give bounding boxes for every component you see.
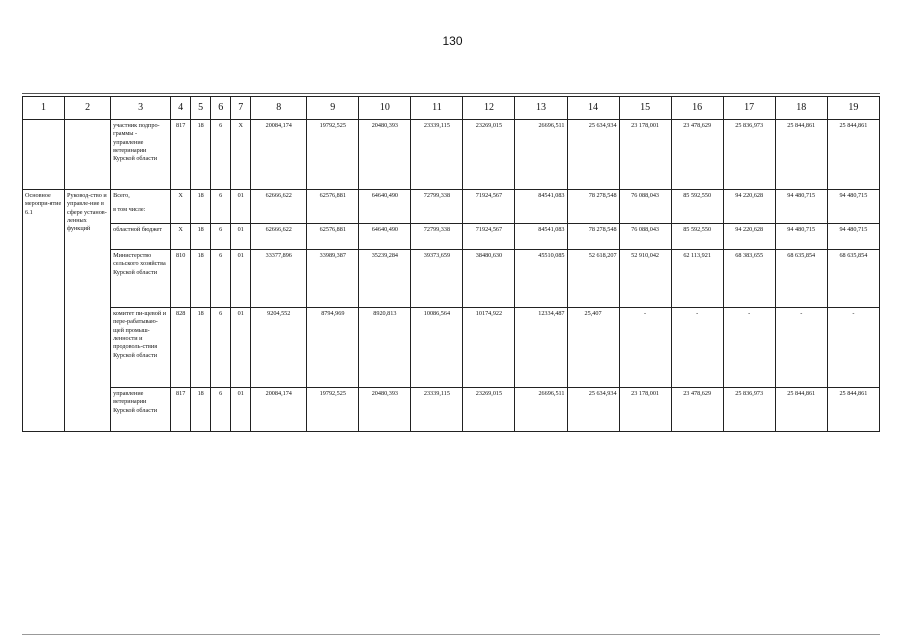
header-cell: 13 [515,97,567,120]
table-cell: 18 [191,190,211,224]
table-cell: 72799,338 [411,224,463,250]
header-cell: 1 [23,97,65,120]
participant-cell: участник подпро-граммы - управление ветеринарии Курской области [111,120,171,190]
header-cell: 11 [411,97,463,120]
table-cell: 01 [231,388,251,432]
bottom-rule [22,634,880,635]
table-cell: 85 592,550 [671,224,723,250]
row-label: комитет пи-щевой и пере-рабатываю-щей промыш-ленности и продоволь-ствия Курской области [111,308,171,388]
table-cell: 94 480,715 [775,224,827,250]
table-cell: Х [171,190,191,224]
table-cell: 25 844,861 [827,388,879,432]
table-cell: 817 [171,388,191,432]
table-row [23,190,880,224]
table-cell: 817 [171,120,191,190]
row-label: Всего, [113,192,130,199]
header-cell: 18 [775,97,827,120]
table-cell: 01 [231,190,251,224]
table-cell: Х [171,224,191,250]
table-cell: 23269,015 [463,120,515,190]
table-cell: 18 [191,388,211,432]
table-cell: 20084,174 [251,388,307,432]
table-cell: 62 113,921 [671,250,723,308]
table-cell: - [723,308,775,388]
table-row [23,120,880,190]
table-cell: 39373,659 [411,250,463,308]
row-sublabel: в том числе: [113,206,146,214]
table-cell: 8920,813 [359,308,411,388]
header-cell: 17 [723,97,775,120]
table-cell: 6 [211,120,231,190]
header-cell: 19 [827,97,879,120]
table-cell: 10174,922 [463,308,515,388]
table-cell: 85 592,550 [671,190,723,224]
table-cell: 6 [211,250,231,308]
table-cell: 01 [231,224,251,250]
header-cell: 12 [463,97,515,120]
measure-title-cell: Руковод-ство и управле-ние в сфере установ-ленных функций [65,190,111,432]
table-cell: 25 634,934 [567,388,619,432]
table-row [23,250,880,308]
table-cell: - [775,308,827,388]
table-cell: 01 [231,308,251,388]
table-row [23,308,880,388]
table-cell: 23 178,001 [619,120,671,190]
table-cell: 25 844,861 [775,388,827,432]
table-row [23,224,880,250]
table-cell: 12334,487 [515,308,567,388]
table-cell [65,120,111,190]
header-cell: 9 [307,97,359,120]
page-number: 130 [442,34,463,48]
table-cell: 33989,387 [307,250,359,308]
header-cell: 15 [619,97,671,120]
table-cell: 25 836,973 [723,388,775,432]
header-cell: 4 [171,97,191,120]
header-row [23,97,880,120]
table-cell: 25,407 [567,308,619,388]
table-cell: 18 [191,250,211,308]
table-cell: 26696,511 [515,388,567,432]
table-cell: 810 [171,250,191,308]
table-cell: 23 478,629 [671,388,723,432]
table-cell: 94 220,628 [723,190,775,224]
table-cell: - [619,308,671,388]
header-cell: 5 [191,97,211,120]
table-cell: 64640,490 [359,224,411,250]
table-cell: 18 [191,308,211,388]
table-cell: 52 910,042 [619,250,671,308]
table-cell: 84541,083 [515,190,567,224]
table-cell: 71924,567 [463,224,515,250]
table-cell: 71924,567 [463,190,515,224]
top-rule [22,93,880,94]
row-label-cell [111,190,171,224]
table-cell: 20480,393 [359,120,411,190]
table-cell: 94 220,628 [723,224,775,250]
table-cell: 10086,564 [411,308,463,388]
table-cell: - [827,308,879,388]
table-cell: 20480,393 [359,388,411,432]
table-cell: 6 [211,388,231,432]
table-cell: 19792,525 [307,120,359,190]
table-cell: 20084,174 [251,120,307,190]
table-cell: 6 [211,190,231,224]
table-cell: 62576,881 [307,224,359,250]
table-cell: 62666,622 [251,190,307,224]
table-row [23,388,880,432]
table-cell [23,120,65,190]
table-cell: 68 635,854 [827,250,879,308]
table-cell: 25 634,934 [567,120,619,190]
table-cell: 45510,085 [515,250,567,308]
table-cell: 6 [211,224,231,250]
table-cell: 25 836,973 [723,120,775,190]
header-cell: 2 [65,97,111,120]
table-cell: 01 [231,250,251,308]
table-cell: 62576,881 [307,190,359,224]
table-cell: 94 480,715 [827,190,879,224]
row-label: управление ветеринарии Курской области [111,388,171,432]
table-cell: 84541,083 [515,224,567,250]
table-cell: 35239,284 [359,250,411,308]
table-cell: 23 478,629 [671,120,723,190]
header-cell: 6 [211,97,231,120]
table-cell: 52 618,207 [567,250,619,308]
table-cell: 72799,338 [411,190,463,224]
table-cell: 25 844,861 [827,120,879,190]
table-cell: 76 088,043 [619,190,671,224]
table-cell: Х [231,120,251,190]
row-label: областной бюджет [111,224,171,250]
table-cell: 94 480,715 [827,224,879,250]
measure-cell: Основное меропри-ятие 6.1 [23,190,65,432]
header-cell: 7 [231,97,251,120]
table-cell: 68 635,854 [775,250,827,308]
table-cell: 64640,490 [359,190,411,224]
table-cell: 18 [191,224,211,250]
table-cell: 26696,511 [515,120,567,190]
table-cell: 78 278,548 [567,190,619,224]
table-cell: 19792,525 [307,388,359,432]
header-cell: 8 [251,97,307,120]
row-label: Министерство сельского хозяйства Курской области [111,250,171,308]
table-cell: 23339,115 [411,388,463,432]
table-cell: 78 278,548 [567,224,619,250]
header-cell: 16 [671,97,723,120]
table-cell: 68 383,655 [723,250,775,308]
table-cell: 76 088,043 [619,224,671,250]
table-cell: 25 844,861 [775,120,827,190]
table-cell: 94 480,715 [775,190,827,224]
header-cell: 3 [111,97,171,120]
table-cell: 23339,115 [411,120,463,190]
table-cell: 23269,015 [463,388,515,432]
budget-table [22,96,880,432]
table-cell: 38480,630 [463,250,515,308]
table-cell: - [671,308,723,388]
table-cell: 23 178,001 [619,388,671,432]
header-cell: 14 [567,97,619,120]
table-cell: 6 [211,308,231,388]
table-cell: 828 [171,308,191,388]
table-cell: 18 [191,120,211,190]
header-cell: 10 [359,97,411,120]
table-cell: 62666,622 [251,224,307,250]
table-cell: 8794,969 [307,308,359,388]
table-cell: 33377,896 [251,250,307,308]
table-cell: 9204,552 [251,308,307,388]
